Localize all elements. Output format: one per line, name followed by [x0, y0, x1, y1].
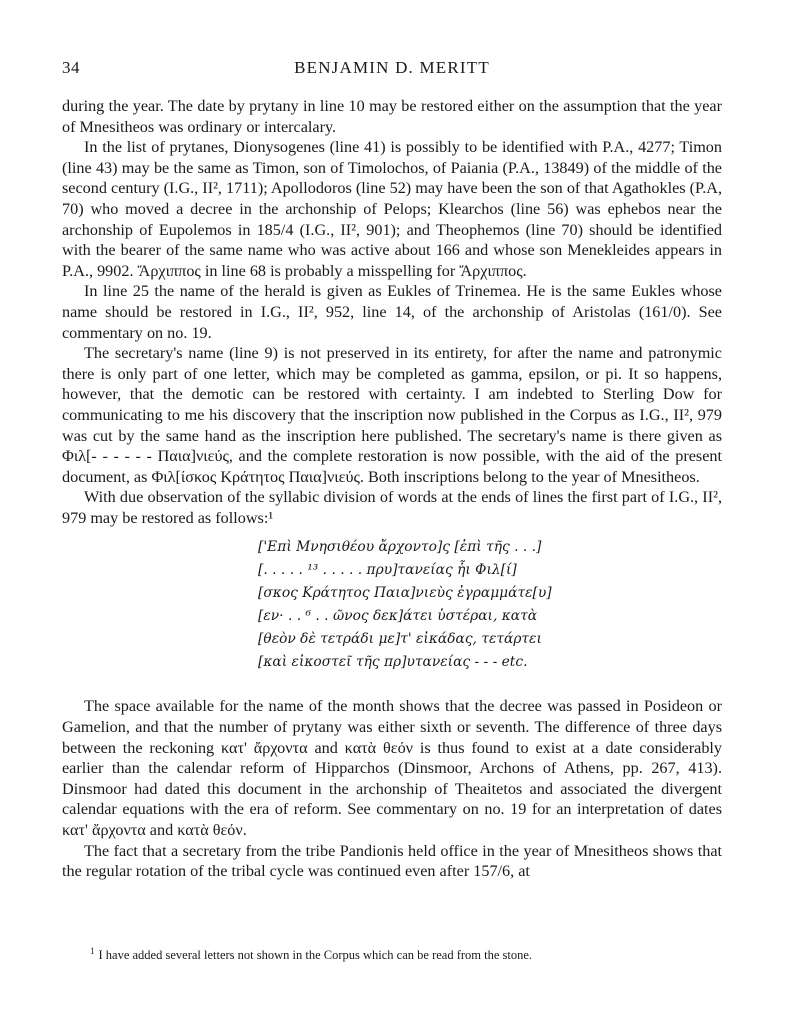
paragraph: The secretary's name (line 9) is not preserved in its entirety, for after the name and patronymic there is only part of one letter, which may be completed as gamma, epsilon, or pi. It so happens, however, that the demotic can be restored with certainty. I am indebted to Sterling Dow for communicating to me his discovery that the inscription now published in the Corpus as I.G., II², 979 was cut by the same hand as the inscription here published. The secretary's name is there given as Φιλ[- - - - - - Παια]νιεύς, and the complete restoration is now possible, with the aid of the present document, as Φιλ[ίσκος Κράτητος Παια]νιεύς. Both inscriptions belong to the year of Mnesitheos. [62, 344, 722, 486]
paragraph: In the list of prytanes, Dionysogenes (line 41) is possibly to be identified with P.A., 4277; Timon (line 43) may be the same as Timon, son of Timolochos, of Paiania (P.A., 13849) of the middle of the second century (I.G., II², 1711); Apollodoros (line 52) may have been the son of that Agathokles (P.A, 70) who moved a decree in the archonship of Pelops; Klearchos (line 56) was ephebos near the archonship of Eupolemos in 185/4 (I.G., II², 901); and Theophemos (line 70) should be identified with the bearer of the same name who was active about 166 and whose son Menekleides appears in P.A., 9902. Ἄρχιππος in line 68 is probably a misspelling for Ἄρχιππος. [62, 138, 722, 280]
paragraph: In line 25 the name of the herald is given as Eukles of Trinemea. He is the same Eukles whose name should be restored in I.G., II², 952, line 14, of the archonship of Aristolas (161/0). See commentary on no. 19. [62, 282, 722, 342]
inscription-line: ['Επὶ Μνησιθέου ἄρχοντο]ς [ἐπὶ τῆς . . .] [258, 539, 542, 556]
footnote-mark: 1 [90, 946, 95, 956]
paragraph: The fact that a secretary from the tribe Pandionis held office in the year of Mnesitheos shows that the regular rotation of the tribal cycle was continued even after 157/6, at [62, 841, 722, 881]
paragraph: during the year. The date by prytany in line 10 may be restored either on the assumption that the year of Mnesitheos was ordinary or intercalary. [62, 97, 722, 136]
inscription-line: [εν· . . ⁶ . . ῶνος δεκ]άτει ὑστέραι, κατὰ [258, 608, 538, 625]
inscription-line: [σκος Κράτητος Παια]νιεὺς ἐγραμμάτε[υ] [258, 585, 552, 602]
footnote [62, 946, 722, 963]
paragraph: The space available for the name of the month shows that the decree was passed in Posideon or Gamelion, and that the number of prytany was either sixth or seventh. The difference of three days between the reckoning κατ' ἄρχοντα and κατὰ θεόν is thus found to exist at a date considerably earlier than the calendar reform of Hipparchos (Dinsmoor, Archons of Athens, pp. 267, 413). Dinsmoor had dated this document in the archonship of Theaitetos and associated the divergent calendar equations with the era of reform. See commentary on no. 19 for an interpretation of dates κατ' ἄρχοντα and κατὰ θεόν. [62, 697, 722, 840]
inscription-line: [καὶ εἰκοστεῖ τῆς πρ]υτανείας - - - etc. [258, 654, 528, 671]
footnote-text: I have added several letters not shown in the Corpus which can be read from the stone. [98, 948, 533, 963]
document-page [62, 58, 722, 882]
body-text [62, 96, 722, 882]
inscription-line: [θεὸν δὲ τετράδι με]τ' εἰκάδας, τετάρτει [258, 631, 542, 648]
inscription-line: [. . . . . ¹³ . . . . . πρυ]τανείας ἧι Φιλ[ί] [258, 562, 517, 579]
page-number: 34 [62, 58, 80, 77]
paragraph: With due observation of the syllabic division of words at the ends of lines the first part of I.G., II², 979 may be restored as follows:¹ [62, 488, 722, 527]
inscription-restoration [62, 536, 722, 674]
page-header [62, 58, 722, 82]
running-head: BENJAMIN D. MERITT [294, 58, 490, 77]
